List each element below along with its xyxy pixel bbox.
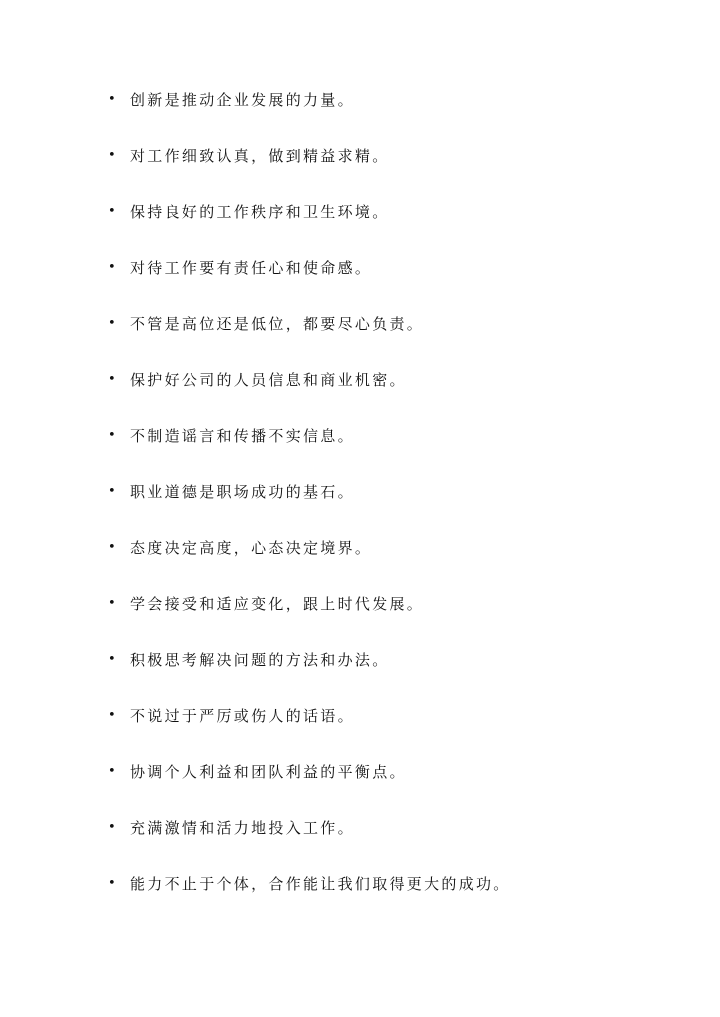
- bullet-marker: •: [108, 652, 116, 667]
- list-item: [108, 254, 668, 310]
- list-item-text: 协调个人利益和团队利益的平衡点。: [130, 763, 407, 781]
- list-item-text: 创新是推动企业发展的力量。: [130, 91, 355, 109]
- bullet-marker: •: [108, 764, 116, 779]
- bullet-marker: •: [108, 260, 116, 275]
- bullet-marker: •: [108, 316, 116, 331]
- bullet-marker: •: [108, 428, 116, 443]
- bullet-marker: •: [108, 372, 116, 387]
- list-item: [108, 478, 668, 534]
- list-item: [108, 702, 668, 758]
- list-item: [108, 870, 668, 926]
- list-item-text: 态度决定高度，心态决定境界。: [130, 539, 373, 557]
- list-item: [108, 198, 668, 254]
- bullet-marker: •: [108, 820, 116, 835]
- list-item-text: 能力不止于个体，合作能让我们取得更大的成功。: [130, 875, 511, 893]
- list-item-text: 职业道德是职场成功的基石。: [130, 483, 355, 501]
- bullet-marker: •: [108, 540, 116, 555]
- list-item-text: 保护好公司的人员信息和商业机密。: [130, 371, 407, 389]
- bullet-marker: •: [108, 876, 116, 891]
- list-item-text: 积极思考解决问题的方法和办法。: [130, 651, 390, 669]
- list-item: [108, 814, 668, 870]
- list-item: [108, 590, 668, 646]
- bullet-marker: •: [108, 484, 116, 499]
- list-item: [108, 758, 668, 814]
- list-item: [108, 142, 668, 198]
- bullet-list: [108, 86, 668, 926]
- list-item-text: 学会接受和适应变化，跟上时代发展。: [130, 595, 425, 613]
- list-item: [108, 86, 668, 142]
- bullet-marker: •: [108, 708, 116, 723]
- list-item-text: 对待工作要有责任心和使命感。: [130, 259, 373, 277]
- list-item: [108, 534, 668, 590]
- list-item: [108, 310, 668, 366]
- list-item-text: 不说过于严厉或伤人的话语。: [130, 707, 355, 725]
- list-item: [108, 366, 668, 422]
- list-item-text: 保持良好的工作秩序和卫生环境。: [130, 203, 390, 221]
- list-item-text: 充满激情和活力地投入工作。: [130, 819, 355, 837]
- bullet-marker: •: [108, 92, 116, 107]
- list-item-text: 对工作细致认真，做到精益求精。: [130, 147, 390, 165]
- list-item-text: 不管是高位还是低位，都要尽心负责。: [130, 315, 425, 333]
- bullet-marker: •: [108, 148, 116, 163]
- bullet-marker: •: [108, 596, 116, 611]
- list-item: [108, 422, 668, 478]
- bullet-marker: •: [108, 204, 116, 219]
- list-item-text: 不制造谣言和传播不实信息。: [130, 427, 355, 445]
- list-item: [108, 646, 668, 702]
